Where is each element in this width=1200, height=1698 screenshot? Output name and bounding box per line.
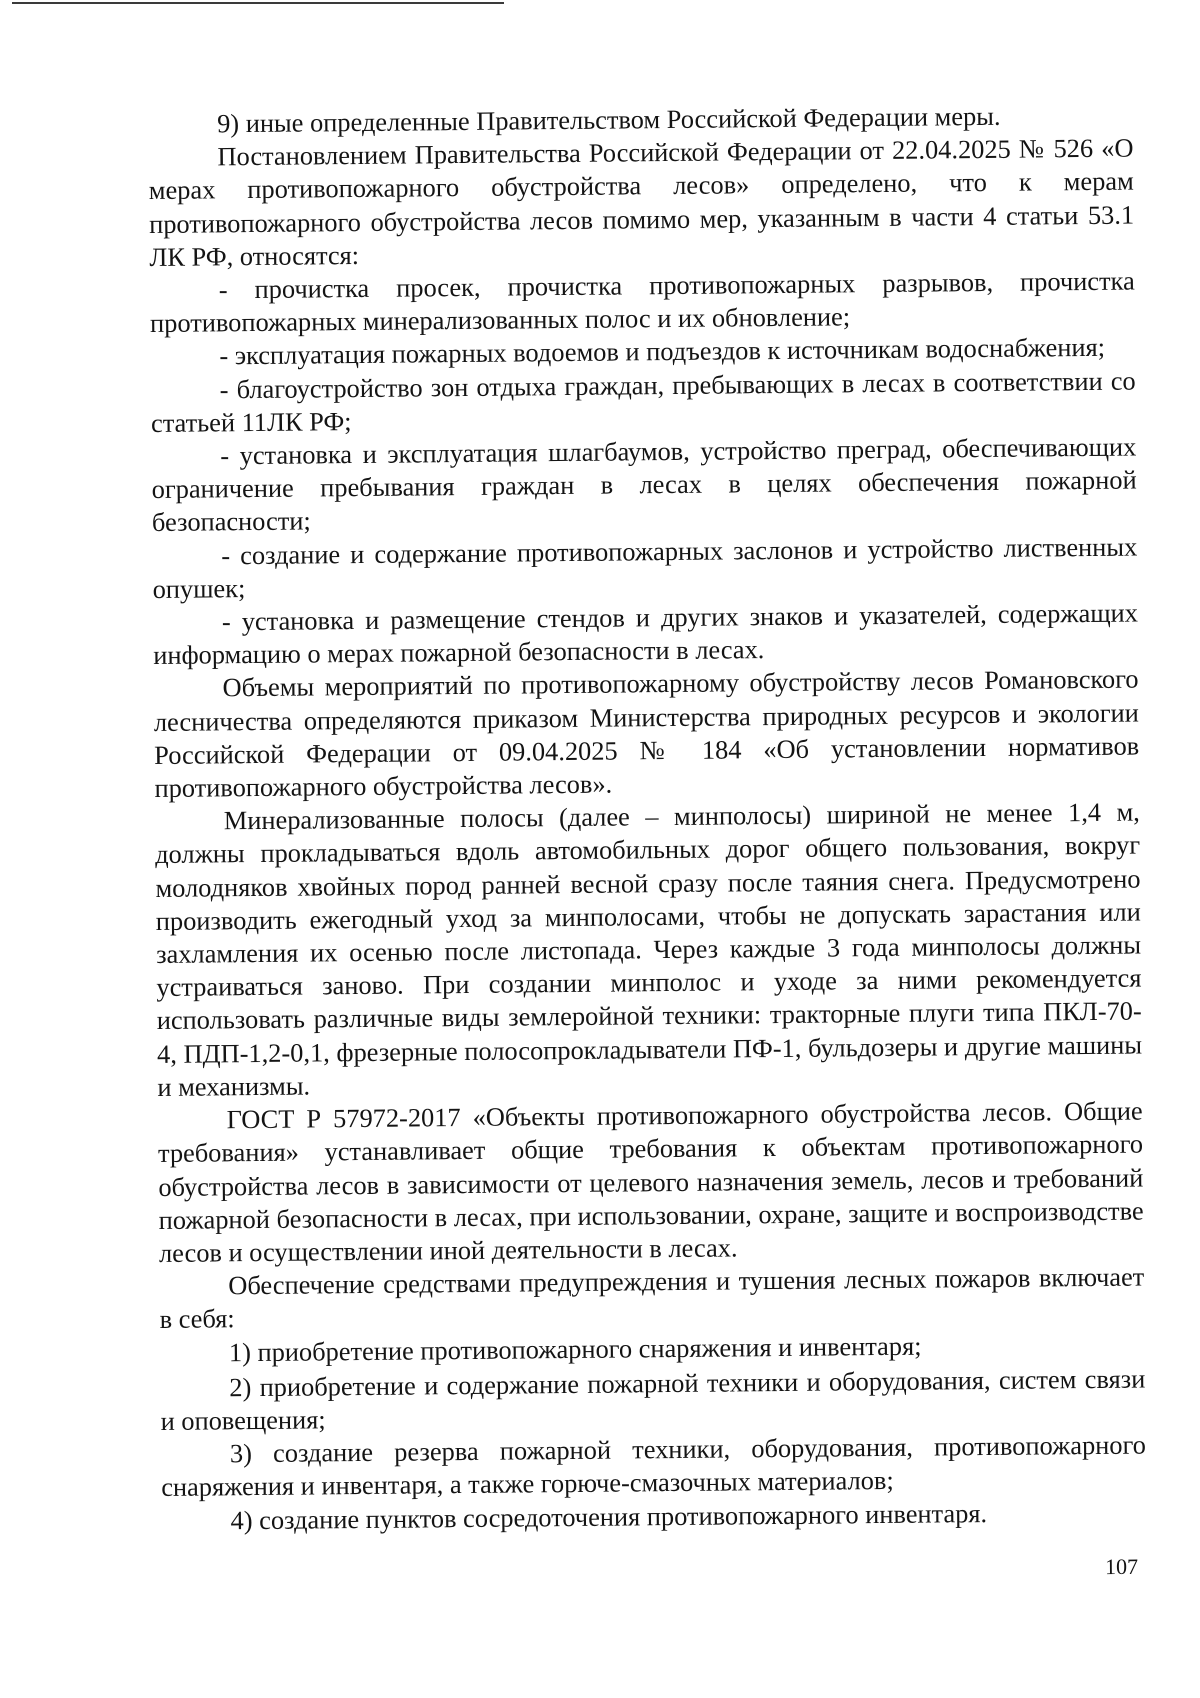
list-item-equipment-purchase: 1) приобретение противопожарного снаряжения и инвентаря; xyxy=(228,1330,922,1367)
paragraph-mineralized-strips: Минерализованные полосы (далее – минполосы) шириной не менее 1,4 м, должны прокладываться вдоль автомобильных дорог общего пользования, вокруг молодняков хвойных пород ранней весной сразу после таяния снега. Предусмотрено производить ежегодный уход за минполосами, чтобы не допускать зарастания или захламления их осенью после листопада. Через каждые 3 года минполосы должны устраиваться заново. При создании минполос и уходе за ними рекомендуется использовать различные виды землеройной техники: тракторные плуги типа ПКЛ-70-4, ПДП-1,2-0,1, фрезерные полосопрокладыватели ПФ-1, бульдозеры и другие машины и механизмы. xyxy=(155,796,1143,1102)
paragraph-other-measures: 9) иные определенные Правительством Российской Федерации меры. xyxy=(217,100,1001,139)
paragraph-provision-intro: Обеспечение средствами предупреждения и тушения лесных пожаров включает в себя: xyxy=(159,1261,1145,1335)
list-item-water-reservoirs: - эксплуатация пожарных водоемов и подъездов к источникам водоснабжения; xyxy=(219,332,1106,371)
scan-edge-line xyxy=(12,2,504,4)
list-item-fire-screens: - создание и содержание противопожарных заслонов и устройство лиственных опушек; xyxy=(152,531,1138,604)
document-body xyxy=(148,99,1147,1538)
list-item-vehicles-communication: 2) приобретение и содержание пожарной техники и оборудования, систем связи и оповещения; xyxy=(160,1363,1146,1436)
list-item-barriers: - установка и эксплуатация шлагбаумов, устройство преград, обеспечивающих ограничение пребывания граждан в лесах в целях обеспечения пожарной безопасности; xyxy=(151,431,1137,538)
list-item-clearing: - прочистка просек, прочистка противопожарных разрывов, прочистка противопожарных минерализованных полос и их обновление; xyxy=(149,265,1135,339)
list-item-stands-signs: - установка и размещение стендов и других знаков и указателей, содержащих информацию о мерах пожарной безопасности в лесах. xyxy=(153,597,1139,671)
paragraph-gost-standard: ГОСТ Р 57972-2017 «Объекты противопожарного обустройства лесов. Общие требования» устанавливает общие требования к объектам противопожарного обустройства лесов в зависимости от целевого назначения земель, лесов и требований пожарной безопасности в лесах, при использовании, охране, защите и воспроизводстве лесов и осуществлении иной деятельности в лесах. xyxy=(157,1095,1144,1268)
list-item-concentration-points: 4) создание пунктов сосредоточения противопожарного инвентаря. xyxy=(230,1497,988,1535)
paragraph-volumes-order: Объемы мероприятий по противопожарному обустройству лесов Романовского лесничества определяются приказом Министерства природных ресурсов и экологии Российской Федерации от 09.04.2025 № 184 «Об установлении нормативов противопожарного обустройства лесов». xyxy=(153,663,1140,804)
page-number: 107 xyxy=(1104,1553,1139,1580)
list-item-recreation-zones: - благоустройство зон отдыха граждан, пребывающих в лесах в соответствии со статьей 11ЛК РФ; xyxy=(150,365,1136,438)
list-item-reserve: 3) создание резерва пожарной техники, оборудования, противопожарного снаряжения и инвентаря, а также горюче-смазочных материалов; xyxy=(161,1429,1147,1503)
paragraph-government-decree: Постановлением Правительства Российской Федерации от 22.04.2025 № 526 «О мерах противопожарного обустройства лесов» определено, что к мерам противопожарного обустройства лесов помимо мер, указанным в части 4 статьи 53.1 ЛК РФ, относятся: xyxy=(148,132,1135,272)
